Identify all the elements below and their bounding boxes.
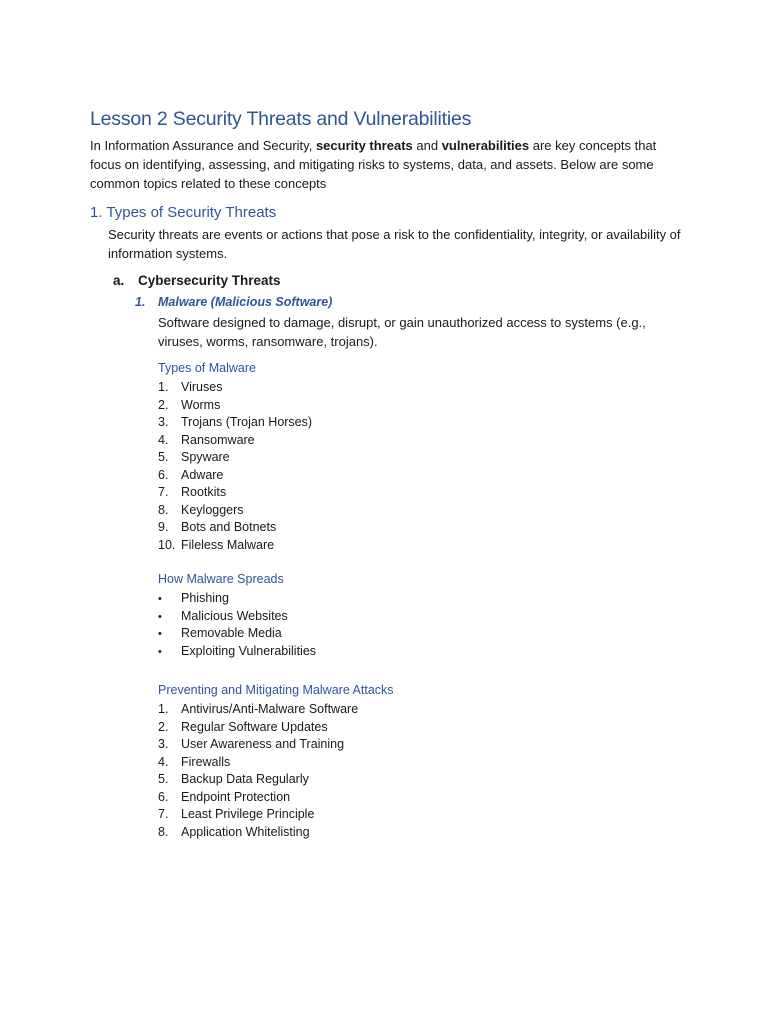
prevention-item (158, 771, 358, 789)
list-item-text: Exploiting Vulnerabilities (181, 643, 317, 658)
prevention-item (158, 789, 358, 807)
bullet-icon: • (158, 645, 162, 658)
prevention-item (158, 701, 358, 719)
list-item-text: Keyloggers (181, 502, 244, 517)
malware-spread-item (158, 590, 316, 608)
list-number: 3. (158, 415, 169, 429)
list-number: 2. (158, 719, 169, 734)
list-number: 2. (158, 397, 169, 412)
list-item-text: Spyware (181, 450, 230, 464)
list-number: 1. (158, 380, 169, 394)
list-item-text: Worms (181, 397, 221, 412)
malware-type-item (158, 379, 312, 397)
malware-type-item (158, 449, 312, 467)
list-item-text: Endpoint Protection (181, 789, 291, 804)
list-item-text: Ransomware (181, 432, 255, 447)
list-item-text: Phishing (181, 591, 229, 605)
malware-type-item (158, 537, 312, 555)
list-number: 6. (158, 467, 169, 482)
bullet-icon: • (158, 628, 162, 640)
list-item-text: Rootkits (181, 485, 227, 499)
list-number: 8. (158, 502, 169, 517)
list-item-text: Firewalls (181, 754, 231, 769)
malware-spread-item (158, 643, 316, 661)
subheading-preventing-malware: Preventing and Mitigating Malware Attacks (158, 683, 394, 697)
prevention-item (158, 824, 358, 842)
list-number: 7. (158, 807, 169, 821)
list-number: 9. (158, 520, 169, 534)
malware-spread-item (158, 625, 316, 643)
list-number: 7. (158, 485, 169, 499)
malware-spread-item (158, 608, 316, 626)
list-item-text: Antivirus/Anti-Malware Software (181, 702, 359, 716)
list-item-text: Adware (181, 467, 224, 482)
list-item-text: Bots and Botnets (181, 520, 277, 534)
malware-type-item (158, 414, 312, 432)
subheading-how-malware-spreads: How Malware Spreads (158, 572, 284, 586)
malware-type-item (158, 397, 312, 415)
subsection-heading-cybersecurity (113, 273, 281, 288)
lesson-title: Lesson 2 Security Threats and Vulnerabilities (90, 108, 472, 130)
prevention-item (158, 736, 358, 754)
malware-description: Software designed to damage, disrupt, or gain unauthorized access to systems (e.g., viruses, worms, ransomware, trojans). (158, 315, 646, 349)
section-description: Security threats are events or actions that pose a risk to the confidentiality, integrity, or availability of information systems. (108, 227, 681, 261)
list-item-text: Regular Software Updates (181, 719, 328, 734)
list-number: 5. (158, 772, 169, 786)
bullet-icon: • (158, 610, 162, 623)
list-item-text: Malicious Websites (181, 608, 288, 623)
list-number: 4. (158, 754, 169, 769)
prevention-item (158, 806, 358, 824)
item-marker: 1. (135, 295, 146, 309)
list-item-text: User Awareness and Training (181, 737, 345, 751)
how-malware-spreads-list (158, 590, 316, 660)
malware-type-item (158, 432, 312, 450)
list-item-text: Viruses (181, 380, 223, 394)
prevention-item (158, 754, 358, 772)
intro-text-3: are key concepts that focus on identifying, assessing, and mitigating risks to systems, data, and assets. Below are some common topics related to these concepts (90, 138, 657, 191)
intro-bold-security-threats: security threats (315, 138, 413, 153)
malware-type-item (158, 484, 312, 502)
list-item-text: Fileless Malware (181, 537, 275, 552)
intro-text-1: In Information Assurance and Security, (90, 138, 316, 153)
list-number: 3. (158, 737, 169, 751)
malware-type-item (158, 467, 312, 485)
types-of-malware-list (158, 379, 312, 554)
intro-text-2: and (412, 138, 442, 153)
list-item-text: Application Whitelisting (181, 824, 310, 839)
bullet-icon: • (158, 593, 162, 605)
subheading-types-of-malware: Types of Malware (158, 361, 256, 375)
list-item-text: Least Privilege Principle (181, 807, 315, 821)
list-number: 1. (158, 702, 169, 716)
item-heading-malware (135, 295, 332, 309)
list-item-text: Trojans (Trojan Horses) (181, 415, 313, 429)
list-number: 6. (158, 789, 169, 804)
item-heading-text: Malware (Malicious Software) (158, 295, 333, 309)
list-number: 5. (158, 450, 169, 464)
list-number: 8. (158, 824, 169, 839)
list-item-text: Removable Media (181, 626, 282, 640)
section-heading-types-of-threats: 1. Types of Security Threats (90, 204, 277, 221)
list-item-text: Backup Data Regularly (181, 772, 309, 786)
malware-type-item (158, 519, 312, 537)
subsection-heading-text: Cybersecurity Threats (138, 273, 281, 288)
prevention-item (158, 719, 358, 737)
intro-bold-vulnerabilities: vulnerabilities (441, 138, 530, 153)
subsection-marker: a. (113, 273, 125, 288)
malware-type-item (158, 502, 312, 520)
list-number: 10. (158, 537, 176, 552)
intro-paragraph (90, 136, 680, 193)
preventing-malware-list (158, 701, 358, 841)
list-number: 4. (158, 432, 169, 447)
